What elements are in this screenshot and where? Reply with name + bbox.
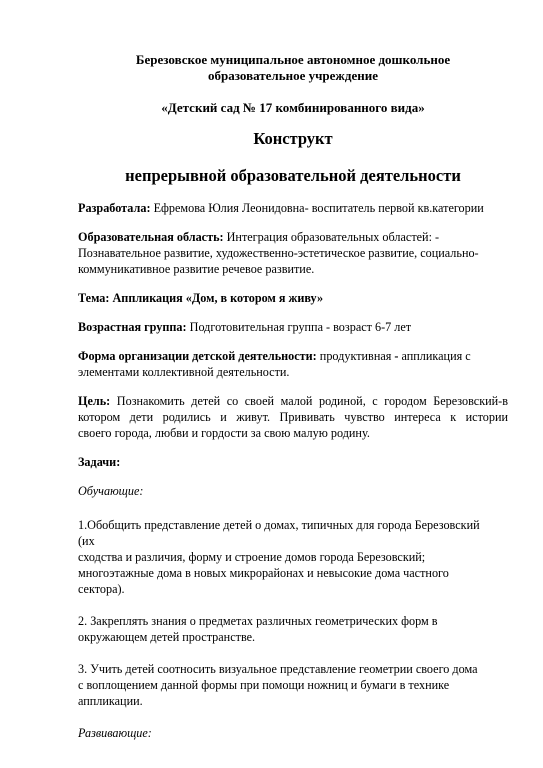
institution-line-2: образовательное учреждение bbox=[208, 68, 378, 83]
task-1-line-4: многоэтажные дома в новых микрорайонах и невысокие дома частного bbox=[78, 566, 449, 580]
form-line-2: элементами коллективной деятельности. bbox=[78, 365, 290, 379]
document-subtitle: непрерывной образовательной деятельности bbox=[125, 166, 461, 185]
task-1-line-5: сектора). bbox=[78, 582, 125, 596]
title-block bbox=[78, 52, 508, 186]
institution-name bbox=[78, 52, 508, 84]
author-label: Разработала: bbox=[78, 201, 151, 215]
institution-line-1: Березовское муниципальное автономное дошкольное bbox=[135, 52, 451, 67]
developing-tasks-label: Развивающие: bbox=[78, 726, 152, 740]
teaching-tasks-label-section bbox=[78, 483, 508, 499]
task-3-line-3: аппликации. bbox=[78, 694, 143, 708]
task-item-1 bbox=[78, 517, 508, 597]
task-item-2 bbox=[78, 613, 508, 645]
age-value: Подготовительная группа - возраст 6-7 лет bbox=[186, 320, 412, 334]
area-line-1: Интеграция образовательных областей: - bbox=[223, 230, 440, 244]
kindergarten-name: «Детский сад № 17 комбинированного вида» bbox=[161, 100, 425, 115]
form-value-1: продуктивная bbox=[316, 349, 395, 363]
document-title: Конструкт bbox=[253, 129, 333, 148]
task-1-line-1: 1.Обобщить представление детей о домах, типичных для города Березовский bbox=[78, 518, 480, 532]
form-dash: - bbox=[394, 349, 399, 363]
task-3-line-2: с воплощением данной формы при помощи ножниц и бумаги в технике bbox=[78, 678, 450, 692]
task-2-line-1: 2. Закреплять знания о предметах различных геометрических форм в bbox=[78, 614, 438, 628]
age-group-section bbox=[78, 319, 508, 335]
task-1-line-2: (их bbox=[78, 534, 95, 548]
topic-section bbox=[78, 290, 508, 306]
area-label: Образовательная область: bbox=[78, 230, 224, 244]
document-body bbox=[78, 200, 508, 741]
form-value-2: аппликация с bbox=[398, 349, 471, 363]
topic-text: Тема: Аппликация «Дом, в котором я живу» bbox=[78, 291, 324, 305]
organization-form-section bbox=[78, 348, 508, 380]
tasks-heading-section bbox=[78, 454, 508, 470]
educational-area-section bbox=[78, 229, 508, 277]
goal-line-2: котором дети родились и живут. Прививать чувство интереса к истории bbox=[78, 410, 508, 424]
document-page bbox=[78, 52, 508, 741]
author-value: Ефремова Юлия Леонидовна- воспитатель первой кв.категории bbox=[150, 201, 484, 215]
area-line-2: Познавательное развитие, художественно-эстетическое развитие, социально- bbox=[78, 246, 479, 260]
teaching-tasks-label: Обучающие: bbox=[78, 484, 144, 498]
goal-line-3: своего города, любви и гордости за свою малую родину. bbox=[78, 426, 370, 440]
age-label: Возрастная группа: bbox=[78, 320, 187, 334]
goal-line-1: Познакомить детей со своей малой родиной, с городом Березовский-в bbox=[110, 394, 508, 408]
task-1-line-3: сходства и различия, форму и строение домов города Березовский; bbox=[78, 550, 426, 564]
form-label: Форма организации детской деятельности: bbox=[78, 349, 317, 363]
goal-label: Цель: bbox=[78, 394, 111, 408]
author-section bbox=[78, 200, 508, 216]
task-3-line-1: 3. Учить детей соотносить визуальное представление геометрии своего дома bbox=[78, 662, 478, 676]
developing-tasks-label-section bbox=[78, 725, 508, 741]
area-line-3: коммуникативное развитие речевое развитие. bbox=[78, 262, 315, 276]
tasks-heading: Задачи: bbox=[78, 455, 121, 469]
task-item-3 bbox=[78, 661, 508, 709]
goal-section bbox=[78, 393, 508, 441]
task-2-line-2: окружающем детей пространстве. bbox=[78, 630, 256, 644]
